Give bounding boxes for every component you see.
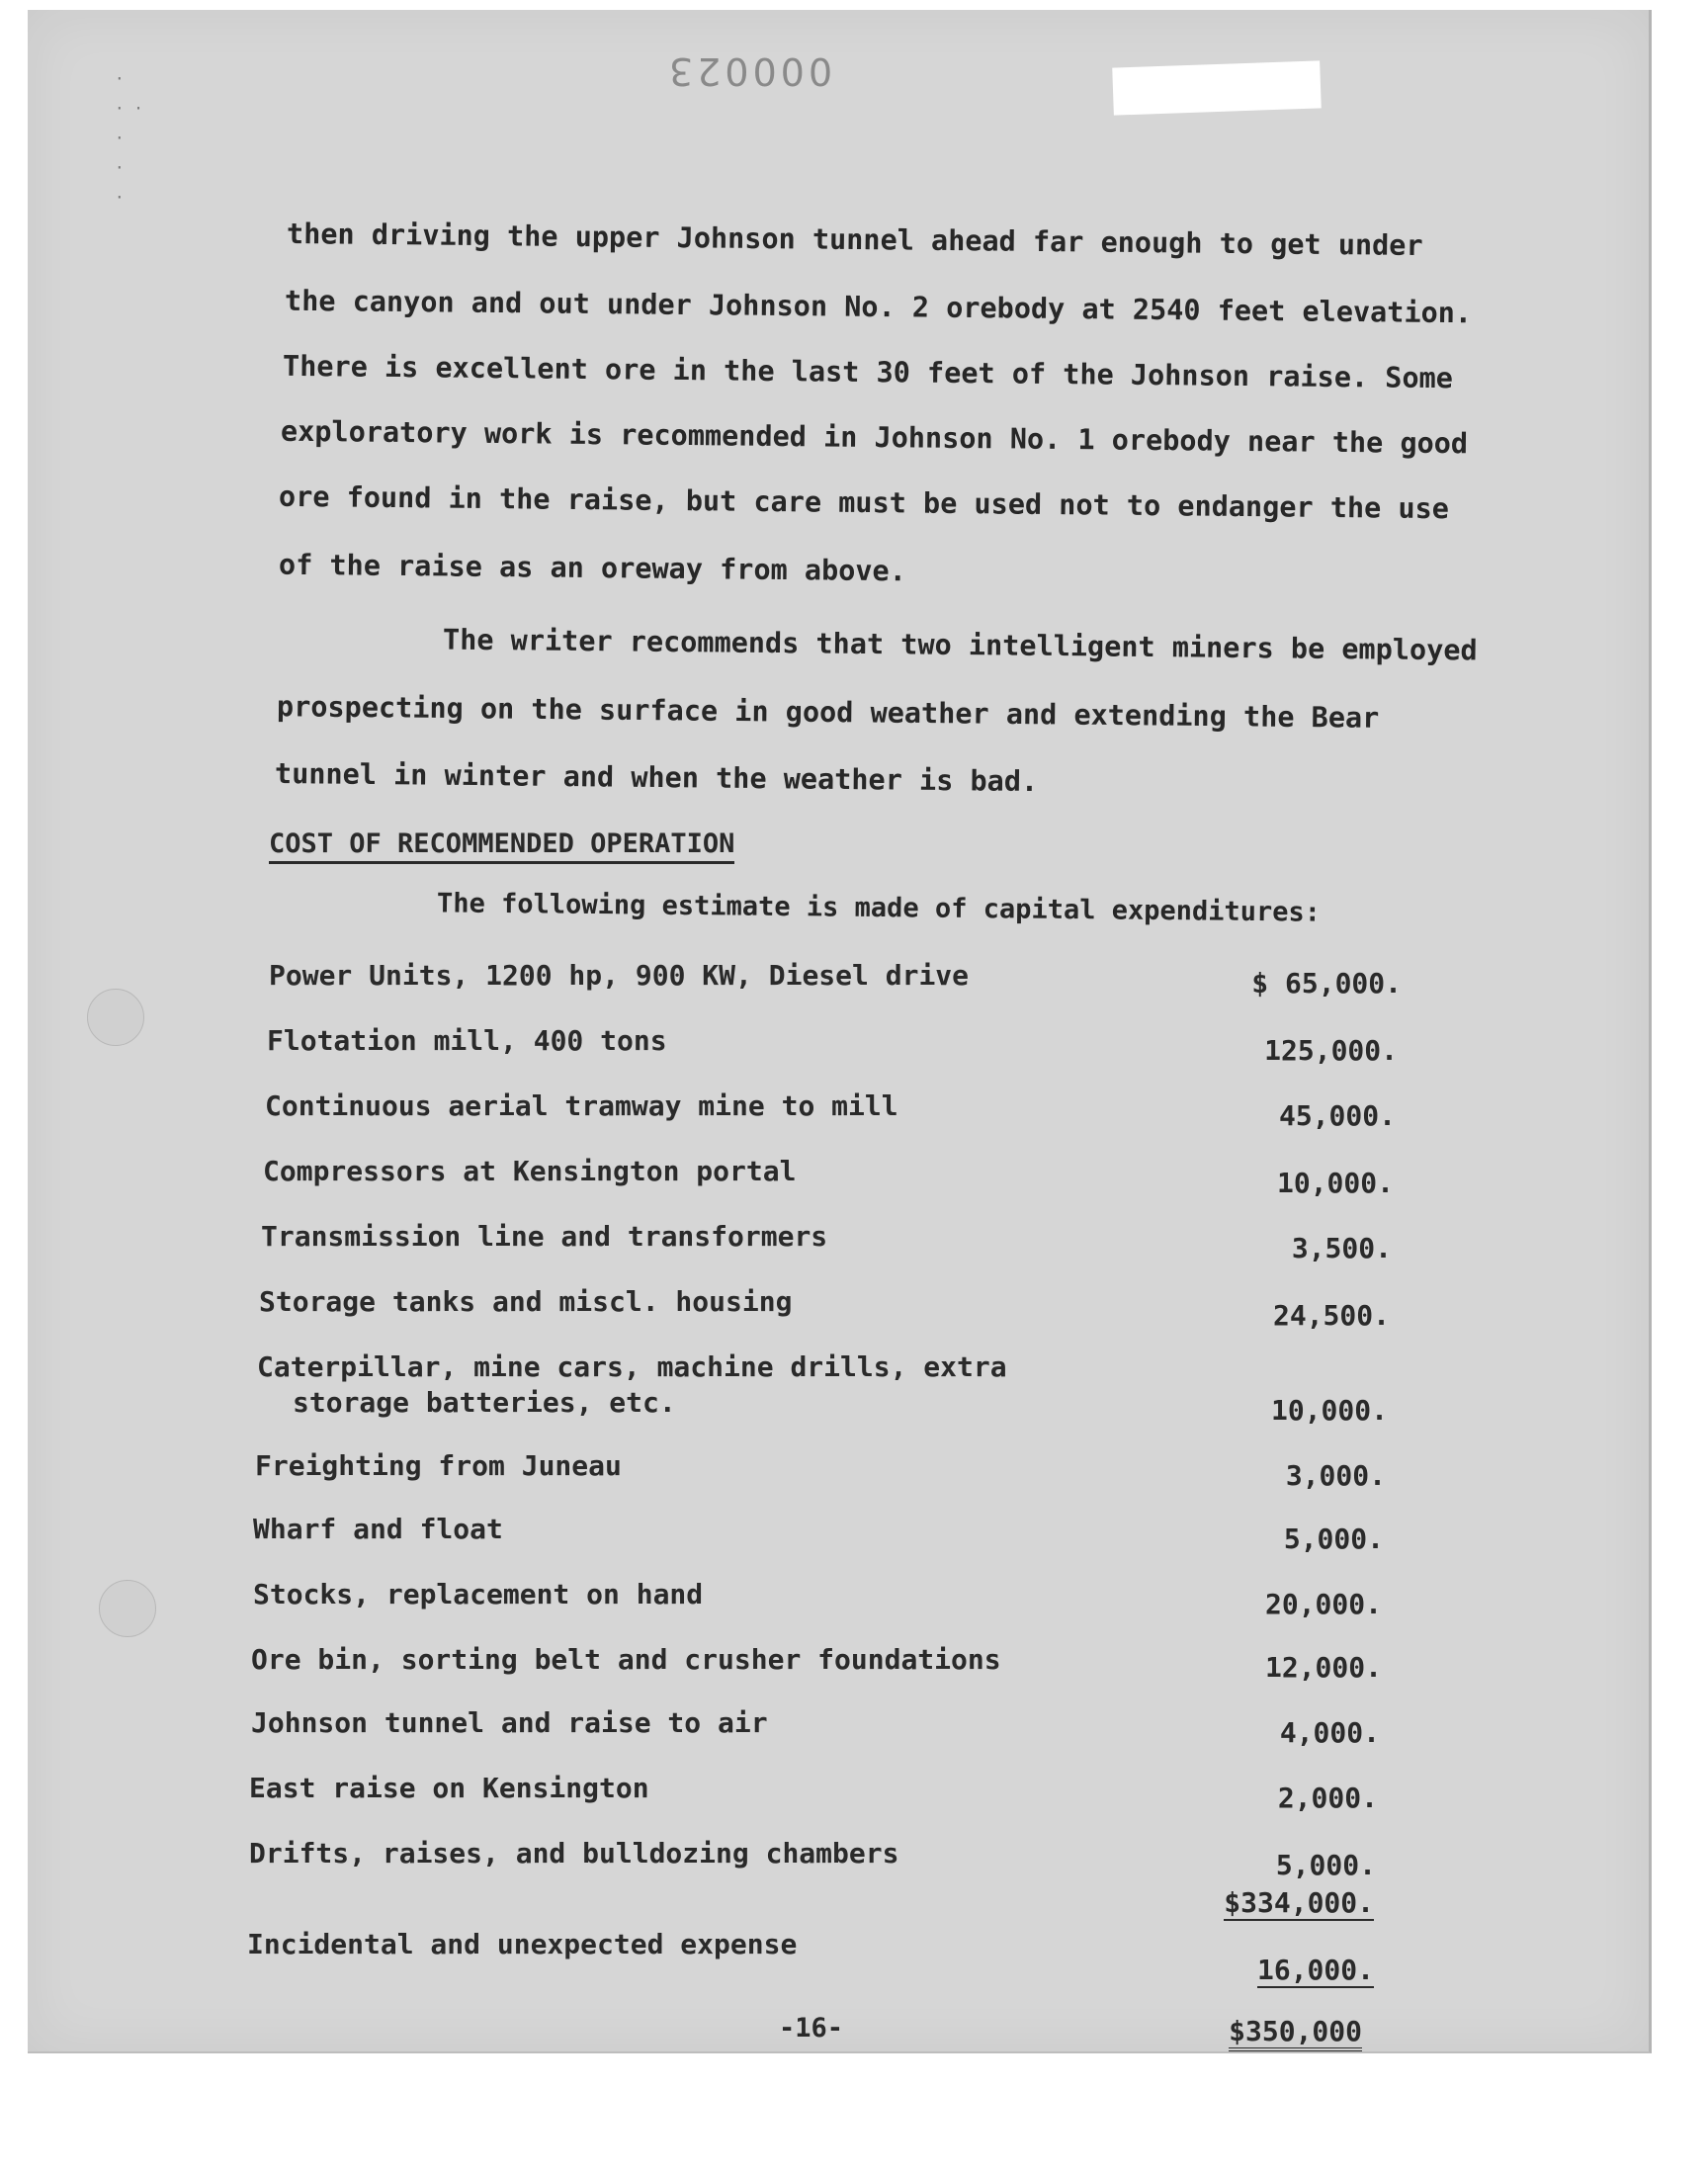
cost-item-label: Caterpillar, mine cars, machine drills, extra — [257, 1350, 1007, 1383]
cost-item-label: Stocks, replacement on hand — [253, 1578, 704, 1610]
archive-stamp: 000023 — [665, 49, 833, 93]
cost-item-label: Ore bin, sorting belt and crusher foundations — [251, 1643, 1001, 1676]
cost-item-amount: 2,000. — [1277, 1782, 1378, 1814]
body-line: of the raise as an oreway from above. — [278, 548, 907, 588]
margin-specks: · · · · · · — [115, 69, 143, 207]
incidental-value: 16,000. — [1256, 1954, 1374, 1986]
incidental-amount — [1137, 1954, 1374, 1986]
body-line: exploratory work is recommended in Johnson No. 1 orebody near the good — [280, 414, 1469, 461]
estimate-intro: The following estimate is made of capital expenditures: — [436, 888, 1322, 928]
cost-item-label: Storage tanks and miscl. housing — [259, 1285, 793, 1318]
cost-item-amount: 45,000. — [1278, 1099, 1396, 1132]
body-line: There is excellent ore in the last 30 feet of the Johnson raise. Some — [282, 349, 1454, 395]
cost-item-label: Flotation mill, 400 tons — [267, 1024, 667, 1057]
cost-item-label: East raise on Kensington — [249, 1772, 649, 1804]
redaction-block — [1112, 60, 1322, 115]
cost-item-label: Continuous aerial tramway mine to mill — [265, 1089, 898, 1122]
cost-item-amount: 12,000. — [1264, 1651, 1382, 1684]
cost-item-label: Wharf and float — [253, 1513, 503, 1545]
total-value: $350,000 — [1229, 2015, 1362, 2051]
incidental-label: Incidental and unexpected expense — [247, 1928, 798, 1960]
cost-item-label: Transmission line and transformers — [261, 1220, 828, 1253]
body-line: ore found in the raise, but care must be used not to endanger the use — [278, 479, 1450, 526]
cost-item-label: Power Units, 1200 hp, 900 KW, Diesel drive — [269, 959, 970, 992]
page-number: -16- — [779, 2013, 844, 2044]
subtotal-amount — [1137, 1886, 1374, 1919]
cost-item-label-continued: storage batteries, etc. — [293, 1386, 676, 1419]
cost-item-label: Freighting from Juneau — [255, 1449, 622, 1482]
cost-item-amount: 20,000. — [1264, 1588, 1382, 1620]
body-line: then driving the upper Johnson tunnel ahead far enough to get under — [286, 217, 1423, 263]
section-heading: COST OF RECOMMENDED OPERATION — [269, 828, 734, 864]
cost-item-label: Johnson tunnel and raise to air — [251, 1706, 768, 1739]
document-page — [28, 10, 1652, 2053]
body-line: the canyon and out under Johnson No. 2 orebody at 2540 feet elevation. — [284, 284, 1473, 330]
subtotal-value: $334,000. — [1224, 1886, 1374, 1919]
cost-item-amount: 5,000. — [1275, 1849, 1376, 1881]
cost-item-amount: 10,000. — [1276, 1167, 1394, 1199]
cost-item-amount: 24,500. — [1272, 1299, 1390, 1332]
body-line: The writer recommends that two intelligent miners be employed — [442, 623, 1478, 667]
punch-hole-top — [87, 989, 144, 1046]
cost-item-amount: 125,000. — [1264, 1034, 1398, 1067]
body-line: prospecting on the surface in good weather and extending the Bear — [276, 690, 1380, 735]
cost-item-amount: $ 65,000. — [1251, 967, 1402, 1000]
cost-item-label: Compressors at Kensington portal — [263, 1155, 797, 1187]
cost-item-label: Drifts, raises, and bulldozing chambers — [249, 1837, 899, 1870]
cost-item-amount: 5,000. — [1283, 1522, 1384, 1555]
total-amount — [1125, 2015, 1362, 2047]
punch-hole-bottom — [99, 1580, 156, 1637]
cost-item-amount: 3,500. — [1291, 1232, 1392, 1264]
cost-item-amount: 3,000. — [1285, 1459, 1386, 1492]
body-line: tunnel in winter and when the weather is bad. — [274, 756, 1039, 799]
cost-item-amount: 4,000. — [1279, 1716, 1380, 1749]
cost-item-amount: 10,000. — [1270, 1394, 1388, 1427]
